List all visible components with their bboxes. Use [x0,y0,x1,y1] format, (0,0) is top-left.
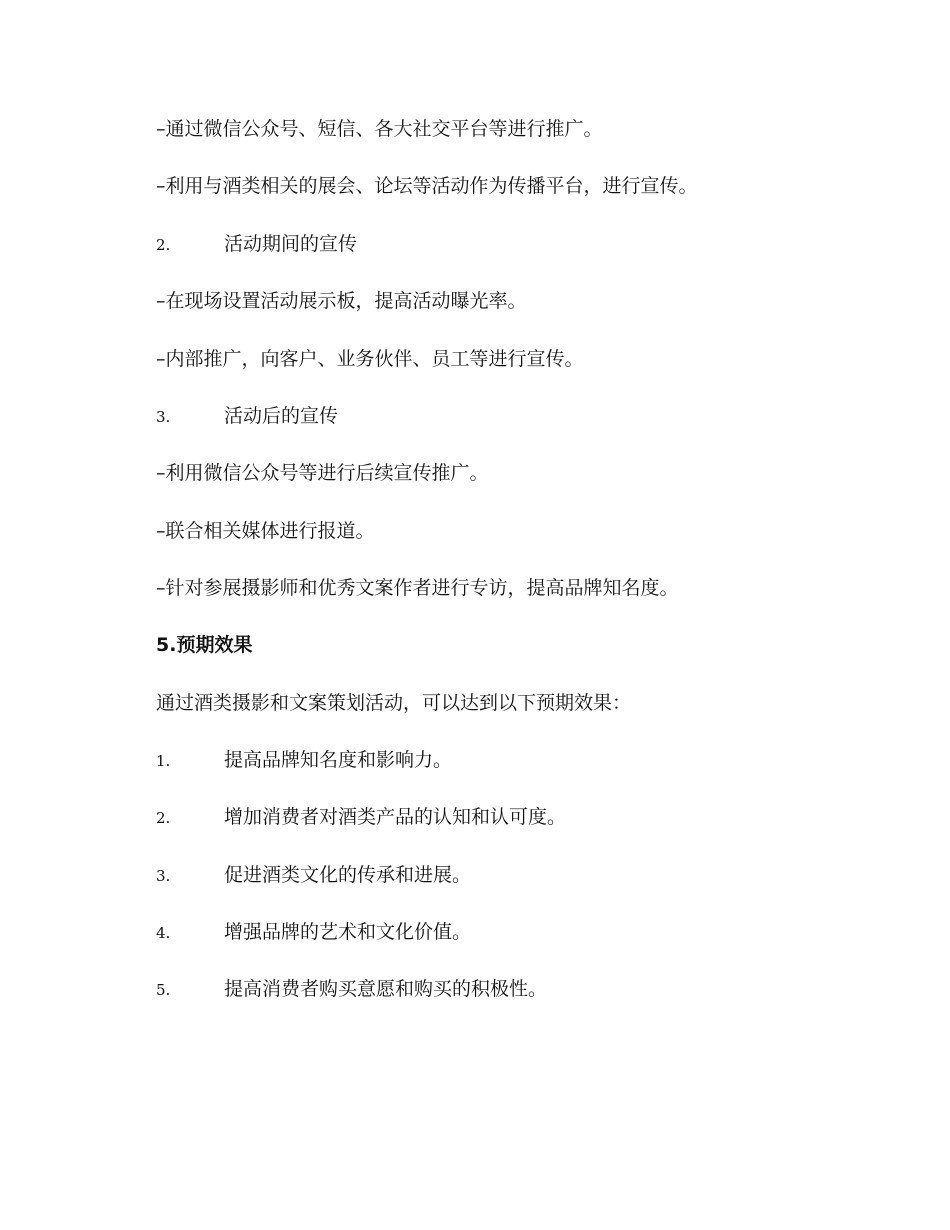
dash-marker: – [156,520,166,542]
item-text: 增加消费者对酒类产品的认知和认可度。 [224,806,567,828]
numbered-item [156,400,338,432]
bullet-line [156,285,527,317]
numbered-item [156,859,471,891]
intro-paragraph: 通过酒类摄影和文案策划活动，可以达到以下预期效果： [156,692,632,714]
section-heading: 5.预期效果 [156,634,253,656]
item-text: 增强品牌的艺术和文化价值。 [224,921,472,943]
dash-marker: – [156,348,166,370]
dash-marker: – [156,577,166,599]
bullet-line [156,457,489,489]
bullet-text: 利用微信公众号等进行后续宣传推广。 [165,462,489,484]
dash-marker: – [156,175,166,197]
item-number: 4. [156,924,171,942]
bullet-text: 通过微信公众号、短信、各大社交平台等进行推广。 [165,118,603,140]
bullet-text: 针对参展摄影师和优秀文案作者进行专访，提高品牌知名度。 [165,577,679,599]
numbered-item [156,916,471,948]
numbered-item [156,228,357,260]
numbered-item [156,973,547,1005]
item-number: 5. [156,981,171,999]
item-number: 2. [156,236,171,254]
dash-marker: – [156,462,166,484]
item-text: 提高品牌知名度和影响力。 [224,749,453,771]
bullet-text: 内部推广，向客户、业务伙伴、员工等进行宣传。 [165,348,584,370]
bullet-line [156,113,603,145]
bullet-line [156,170,698,202]
item-number: 1. [156,752,171,770]
numbered-item [156,744,452,776]
bullet-text: 联合相关媒体进行报道。 [165,520,375,542]
bullet-line [156,343,584,375]
item-text: 提高消费者购买意愿和购买的积极性。 [224,978,548,1000]
item-number: 2. [156,809,171,827]
dash-marker: – [156,118,166,140]
item-text: 活动后的宣传 [224,405,339,427]
dash-marker: – [156,290,166,312]
bullet-text: 利用与酒类相关的展会、论坛等活动作为传播平台，进行宣传。 [165,175,698,197]
item-number: 3. [156,408,171,426]
bullet-text: 在现场设置活动展示板，提高活动曝光率。 [165,290,527,312]
numbered-item [156,801,566,833]
bullet-line [156,572,679,604]
bullet-line [156,515,375,547]
item-number: 3. [156,867,171,885]
item-text: 促进酒类文化的传承和进展。 [224,864,472,886]
item-text: 活动期间的宣传 [224,233,358,255]
